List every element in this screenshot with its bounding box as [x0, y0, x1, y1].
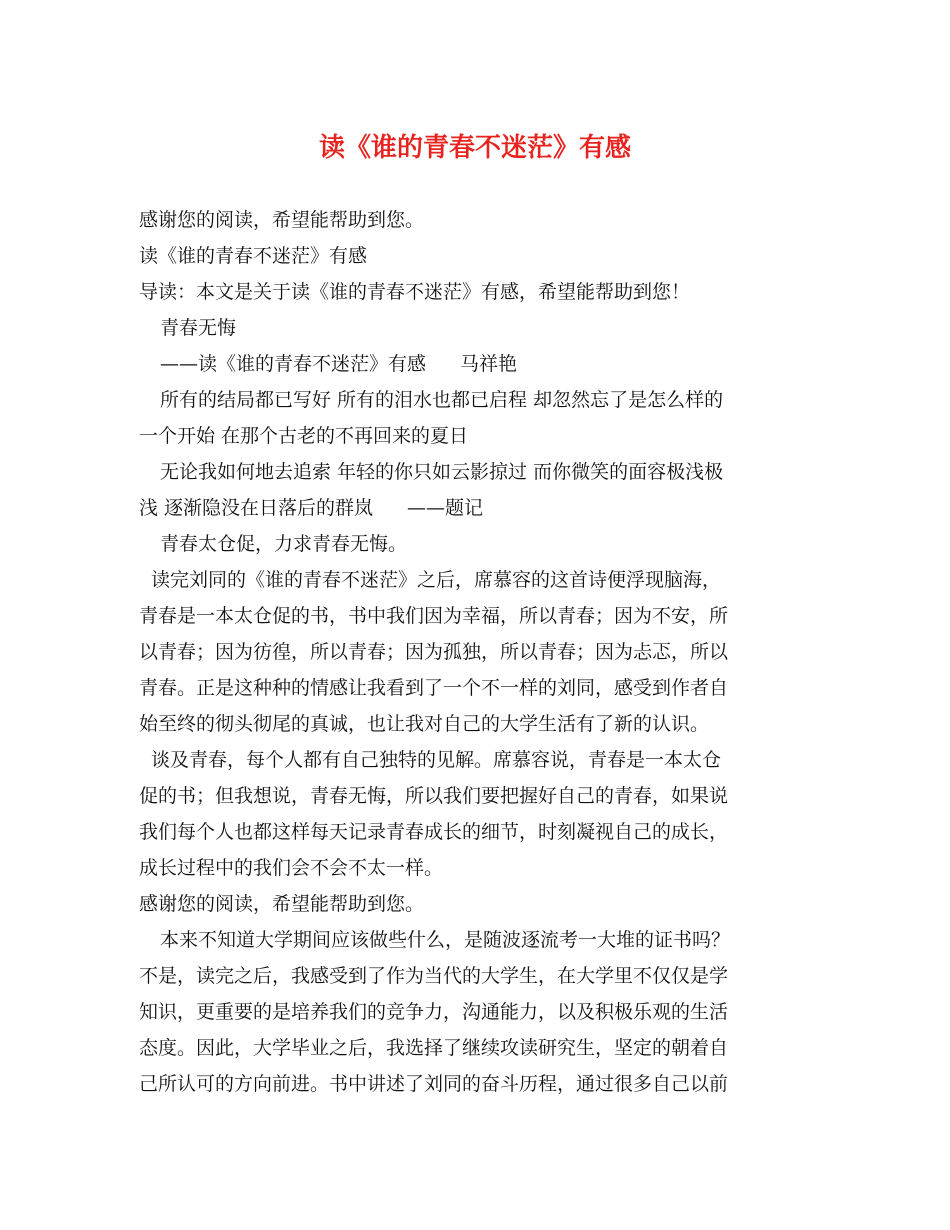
poem-line-with-epigraph — [139, 490, 815, 526]
thanks-line: 感谢您的阅读，希望能帮助到您。 — [139, 209, 425, 231]
body-line: 不是，读完之后，我感受到了作为当代的大学生，在大学里不仅仅是学 — [139, 965, 729, 987]
body-line: 青春。正是这种种的情感让我看到了一个不一样的刘同，感受到作者自 — [139, 677, 729, 699]
poem-line: 所有的结局都已写好 所有的泪水也都已启程 却忽然忘了是怎么样的 — [160, 389, 724, 411]
body-line: 本来不知道大学期间应该做些什么，是随波逐流考一大堆的证书吗？ — [160, 929, 731, 951]
intro-line: 导读：本文是关于读《谁的青春不迷茫》有感，希望能帮助到您！ — [139, 281, 691, 303]
essay-subtitle: ——读《谁的青春不迷茫》有感 — [160, 353, 427, 375]
epigraph-mark: ——题记 — [407, 497, 484, 519]
body-line: 以青春；因为彷徨，所以青春；因为孤独，所以青春；因为忐忑，所以 — [139, 641, 729, 663]
body-line: 态度。因此，大学毕业之后，我选择了继续攻读研究生，坚定的朝着自 — [139, 1037, 729, 1059]
poem-line: 一个开始 在那个古老的不再回来的夏日 — [139, 425, 469, 447]
body-line: 知识，更重要的是培养我们的竞争力，沟通能力，以及积极乐观的生活 — [139, 1001, 729, 1023]
body-line: 读完刘同的《谁的青春不迷茫》之后，席慕容的这首诗便浮现脑海， — [151, 569, 722, 591]
body-line: 成长过程中的我们会不会不太一样。 — [139, 857, 444, 879]
body-line: 谈及青春，每个人都有自己独特的见解。席慕容说，青春是一本太仓 — [151, 749, 722, 771]
poem-line: 浅 逐渐隐没在日落后的群岚 — [139, 497, 374, 519]
author-name: 马祥艳 — [460, 353, 518, 375]
body-line: 己所认可的方向前进。书中讲述了刘同的奋斗历程，通过很多自己以前 — [139, 1073, 729, 1095]
poem-line: 无论我如何地去追索 年轻的你只如云影掠过 而你微笑的面容极浅极 — [160, 461, 724, 483]
body-line: 我们每个人也都这样每天记录青春成长的细节，时刻凝视自己的成长， — [139, 821, 729, 843]
subtitle-line: 读《谁的青春不迷茫》有感 — [139, 245, 368, 267]
document-body — [139, 202, 815, 1102]
body-line: 青春是一本太仓促的书，书中我们因为幸福，所以青春；因为不安，所 — [139, 605, 729, 627]
thanks-line: 感谢您的阅读，希望能帮助到您。 — [139, 893, 425, 915]
body-line: 青春太仓促，力求青春无悔。 — [160, 533, 408, 555]
body-line: 始至终的彻头彻尾的真诚，也让我对自己的大学生活有了新的认识。 — [139, 713, 710, 735]
body-line: 促的书；但我想说，青春无悔，所以我们要把握好自己的青春，如果说 — [139, 785, 729, 807]
essay-byline — [139, 346, 815, 382]
essay-title: 青春无悔 — [160, 317, 237, 339]
document-title: 读《谁的青春不迷茫》有感 — [318, 133, 631, 163]
